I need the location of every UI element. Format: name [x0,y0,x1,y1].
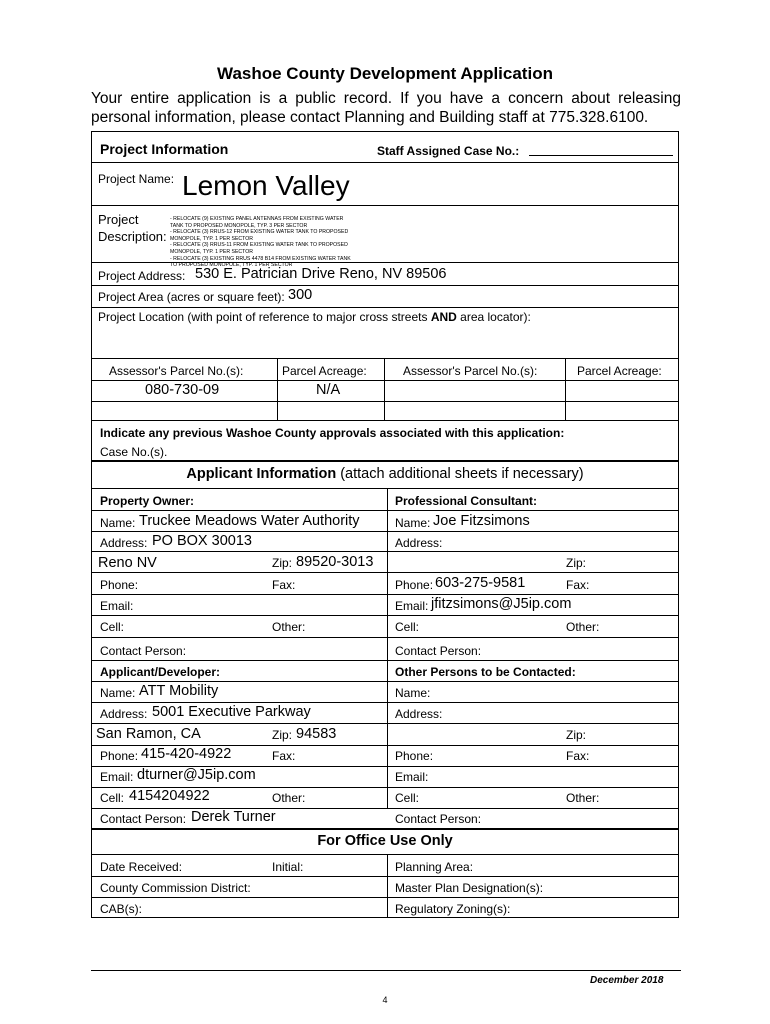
other-fax-label: Fax: [566,749,590,763]
project-address-label: Project Address: [98,269,186,283]
dev-address-value[interactable]: 5001 Executive Parkway [152,704,311,720]
project-desc-label-1: Project [98,212,139,227]
zoning-label: Regulatory Zoning(s): [395,902,511,916]
consultant-address-label: Address: [395,536,443,550]
planning-area-label: Planning Area: [395,860,474,874]
owner-city-value[interactable]: Reno NV [98,555,157,571]
desc-line: - RELOCATE (3) RRUS-12 FROM EXISTING WATER TANK TO PROPOSED [170,229,349,236]
dev-email-label: Email: [100,770,134,784]
commission-district-label: County Commission District: [100,881,251,895]
parcel-header-1: Assessor's Parcel No.(s): [109,364,244,378]
owner-address-value[interactable]: PO BOX 30013 [152,533,252,549]
other-email-label: Email: [395,770,429,784]
owner-name-value[interactable]: Truckee Meadows Water Authority [139,513,360,529]
owner-zip-label: Zip: [272,556,293,570]
consultant-name-value[interactable]: Joe Fitzsimons [433,513,530,529]
desc-line: - RELOCATE (3) RRUS-11 FROM EXISTING WATER TANK TO PROPOSED [170,242,348,249]
owner-cell-label: Cell: [100,620,125,634]
dev-contact-label: Contact Person: [100,812,187,826]
developer-heading: Applicant/Developer: [100,665,221,679]
other-address-label: Address: [395,707,443,721]
office-use-box [91,829,679,918]
desc-line: - RELOCATE (3) EXISTING RRUS 4478 B14 FROM EXISTING WATER TANK [170,255,351,262]
dev-fax-label: Fax: [272,749,296,763]
consultant-fax-label: Fax: [566,578,590,592]
date-received-label: Date Received: [100,860,183,874]
dev-name-value[interactable]: ATT Mobility [139,683,219,699]
page-number: 4 [382,995,388,1005]
project-location-field[interactable] [96,326,674,356]
dev-zip-label: Zip: [272,728,293,742]
project-information-box [91,131,679,461]
other-name-label: Name: [395,686,431,700]
owner-zip-value[interactable]: 89520-3013 [296,554,374,570]
desc-line: MONOPOLE, TYP. 1 PER SECTOR [170,235,254,242]
project-description-field[interactable] [170,216,400,269]
dev-phone-value[interactable]: 415-420-4922 [141,746,232,762]
intro-paragraph: Your entire application is a public record. If you have a concern about releasing personal information, please contact Planning and Building staff at 775.328.6100. [91,90,681,126]
parcel-acreage-1[interactable]: N/A [316,382,341,398]
initial-label: Initial: [272,860,304,874]
footer-divider [91,970,681,971]
desc-line: TANK TO PROPOSED MONOPOLE, TYP. 3 PER SECTOR [170,222,308,229]
owner-address-label: Address: [100,536,148,550]
dev-email-value[interactable]: dturner@J5ip.com [137,767,256,783]
staff-case-field[interactable] [529,155,673,156]
property-owner-heading: Property Owner: [100,494,195,508]
other-contact-label: Contact Person: [395,812,482,826]
owner-name-label: Name: [100,516,136,530]
consultant-email-label: Email: [395,599,429,613]
desc-line: MONOPOLE, TYP. 1 PER SECTOR [170,249,254,255]
page-title: Washoe County Development Application [217,64,553,83]
other-phone-label: Phone: [395,749,434,763]
consultant-heading: Professional Consultant: [395,494,538,508]
dev-phone-label: Phone: [100,749,139,763]
desc-line: - RELOCATE (9) EXISTING PANEL ANTENNAS FROM EXISTING WATER [170,216,344,222]
other-other-label: Other: [566,791,600,805]
cab-label: CAB(s): [100,902,142,916]
other-persons-heading: Other Persons to be Contacted: [395,665,576,679]
footer-date: December 2018 [590,975,664,986]
parcel-header-2: Assessor's Parcel No.(s): [403,364,538,378]
master-plan-label: Master Plan Designation(s): [395,881,544,895]
owner-email-label: Email: [100,599,134,613]
consultant-contact-label: Contact Person: [395,644,482,658]
case-no-label: Case No.(s). [100,445,168,459]
owner-fax-label: Fax: [272,578,296,592]
office-use-heading: For Office Use Only [317,833,453,849]
acreage-header-1: Parcel Acreage: [282,364,367,378]
dev-name-label: Name: [100,686,136,700]
project-area-value[interactable]: 300 [288,287,313,303]
dev-cell-label: Cell: [100,791,125,805]
consultant-phone-label: Phone: [395,578,434,592]
project-name-value[interactable]: Lemon Valley [182,170,350,201]
owner-contact-label: Contact Person: [100,644,187,658]
project-location-label: Project Location (with point of reference to major cross streets AND area locator): [98,310,531,324]
staff-case-label: Staff Assigned Case No.: [377,144,520,158]
owner-other-label: Other: [272,620,306,634]
dev-address-label: Address: [100,707,148,721]
project-address-value[interactable]: 530 E. Patrician Drive Reno, NV 89506 [195,266,447,282]
consultant-name-label: Name: [395,516,431,530]
consultant-cell-label: Cell: [395,620,420,634]
project-area-label: Project Area (acres or square feet): [98,290,285,304]
dev-cell-value[interactable]: 4154204922 [129,788,210,804]
consultant-email-value[interactable]: jfitzsimons@J5ip.com [431,596,572,612]
consultant-zip-label: Zip: [566,556,587,570]
dev-contact-value[interactable]: Derek Turner [191,809,276,825]
other-zip-label: Zip: [566,728,587,742]
dev-other-label: Other: [272,791,306,805]
other-cell-label: Cell: [395,791,420,805]
desc-line: TO PROPOSED MONOPOLE, TYP. 1 PER SECTOR [170,262,293,269]
applicant-information-box [91,461,679,829]
dev-zip-value[interactable]: 94583 [296,726,337,742]
project-name-label: Project Name: [98,172,175,186]
project-info-heading: Project Information [100,141,229,157]
parcel-no-1[interactable]: 080-730-09 [145,382,220,398]
applicant-heading: Applicant Information (attach additional sheets if necessary) [186,466,584,482]
project-desc-label-2: Description: [98,229,167,244]
previous-approvals-label: Indicate any previous Washoe County approvals associated with this application: [100,426,565,440]
consultant-other-label: Other: [566,620,600,634]
owner-phone-label: Phone: [100,578,139,592]
dev-city-value[interactable]: San Ramon, CA [96,726,201,742]
consultant-phone-value[interactable]: 603-275-9581 [435,575,526,591]
acreage-header-2: Parcel Acreage: [577,364,662,378]
